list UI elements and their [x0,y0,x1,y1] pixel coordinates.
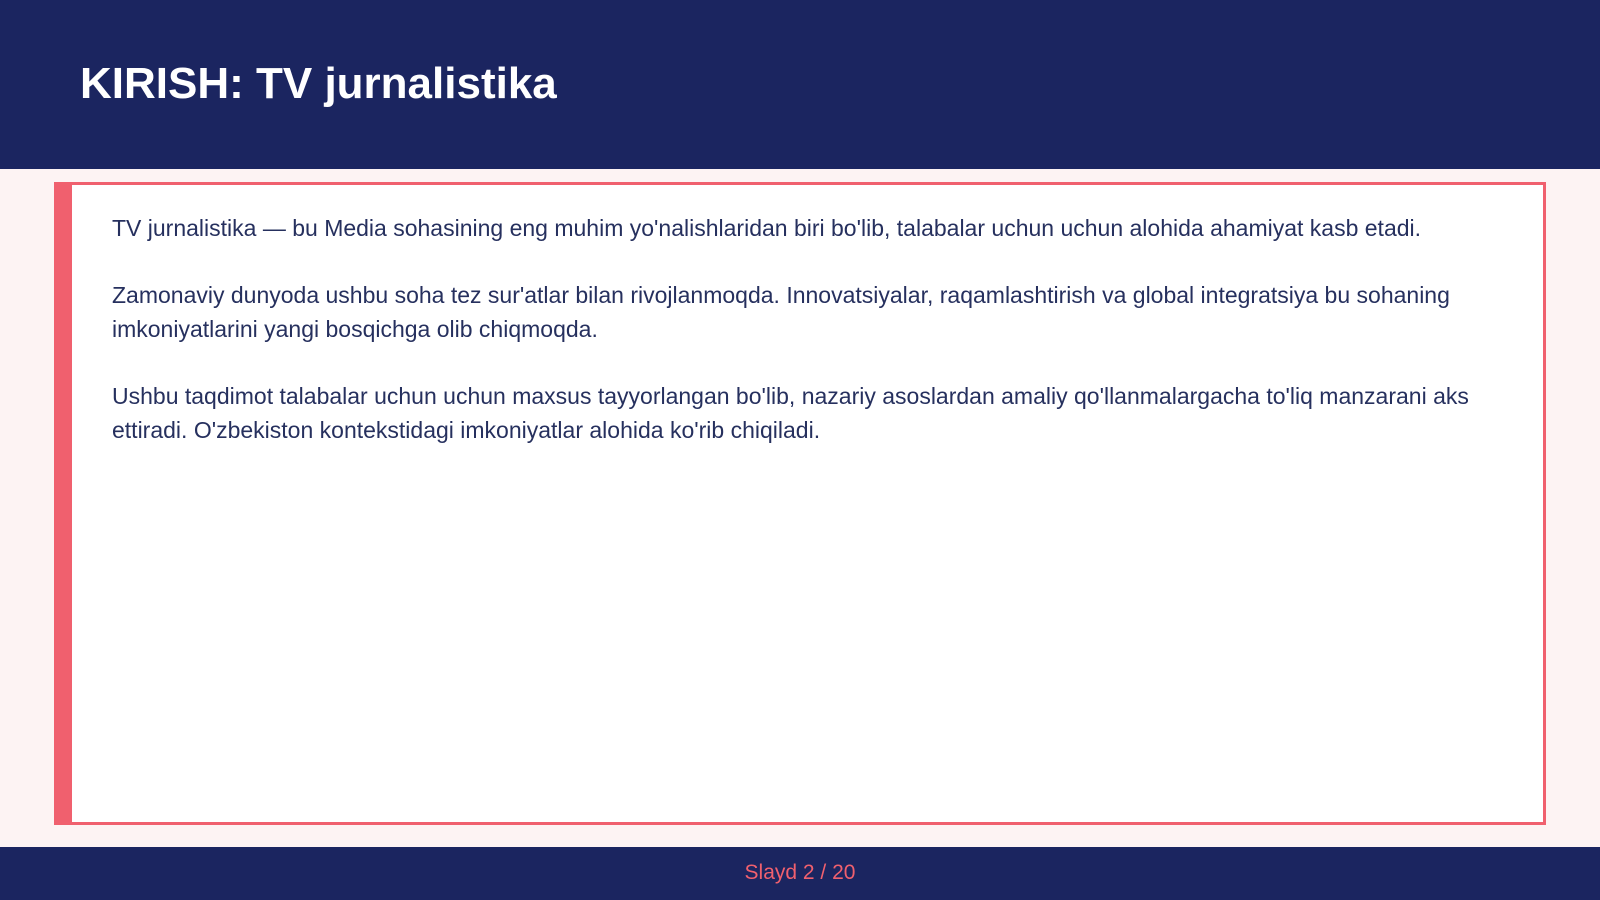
slide-footer [0,847,1600,900]
paragraph-development: Zamonaviy dunyoda ushbu soha tez sur'atlar bilan rivojlanmoqda. Innovatsiyalar, raqamlashtirish va global integratsiya bu sohaning imkoniyatlarini yangi bosqichga olib chiqmoqda. [112,282,1450,342]
content-card [54,182,1546,825]
slide-title: KIRISH: TV jurnalistika [80,59,557,108]
paragraph-presentation: Ushbu taqdimot talabalar uchun uchun maxsus tayyorlangan bo'lib, nazariy asoslardan amaliy qo'llanmalargacha to'liq manzarani aks ettiradi. O'zbekiston kontekstidagi imkoniyatlar alohida ko'rib chiqiladi. [112,383,1469,443]
slide-header [0,0,1600,169]
slide-counter: Slayd 2 / 20 [744,861,856,884]
paragraph-intro: TV jurnalistika — bu Media sohasining eng muhim yo'nalishlaridan biri bo'lib, talabalar uchun uchun alohida ahamiyat kasb etadi. [112,215,1422,241]
content-body [112,211,1502,480]
